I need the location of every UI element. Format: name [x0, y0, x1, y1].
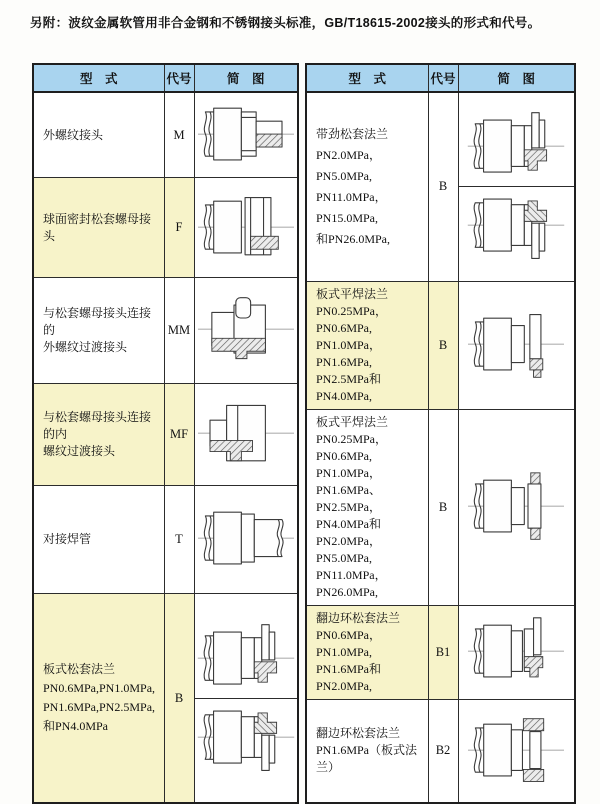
- plate-weld-flange-symmetric-diagram: [465, 471, 567, 543]
- table-row: [33, 594, 298, 803]
- fitting-diagram-cell: [194, 92, 298, 178]
- fitting-diagram-cell: [458, 281, 575, 409]
- lap-ring-loose-flange-plate-diagram: [465, 715, 567, 787]
- diagram-subcell: [459, 186, 575, 265]
- fitting-code-cell: MF: [164, 384, 194, 486]
- header-row: [306, 64, 575, 92]
- fitting-diagram-cell: [194, 485, 298, 594]
- fitting-code-cell: B1: [428, 605, 458, 699]
- fitting-diagram-cell: [458, 605, 575, 699]
- lap-ring-loose-flange-diagram: [465, 616, 567, 688]
- plate-loose-flange-up-diagram: [195, 620, 297, 698]
- butt-weld-pipe-diagram: [195, 503, 297, 575]
- column-header-type: 型 式: [306, 64, 428, 92]
- male-thread-fitting-diagram: [195, 99, 297, 171]
- fitting-diagram-cell: [458, 409, 575, 605]
- fitting-code-cell: M: [164, 92, 194, 178]
- column-header-type: 型 式: [33, 64, 164, 92]
- fitting-type-cell: 对接焊管: [33, 485, 164, 594]
- fitting-type-cell: 翻边环松套法兰 PN1.6MPa（板式法兰）: [306, 699, 428, 803]
- table-row: [306, 409, 575, 605]
- diagram-stack: [459, 108, 575, 265]
- fitting-code-cell: B2: [428, 699, 458, 803]
- fitting-diagram-cell: [194, 277, 298, 383]
- diagram-stack: [195, 620, 298, 777]
- fitting-tables-container: [32, 63, 576, 804]
- table-row: [33, 178, 298, 277]
- fitting-code-cell: F: [164, 178, 194, 277]
- table-row: [306, 92, 575, 281]
- column-header-diagram: 简 图: [458, 64, 575, 92]
- fitting-diagram-cell: [194, 384, 298, 486]
- fitting-diagram-cell: [458, 699, 575, 803]
- fitting-type-cell: 板式松套法兰 PN0.6MPa,PN1.0MPa, PN1.6MPa,PN2.5MPa, 和PN4.0MPa: [33, 594, 164, 803]
- plate-weld-flange-diagram: [465, 309, 567, 381]
- fitting-code-cell: B: [164, 594, 194, 803]
- fitting-diagram-cell: [194, 178, 298, 277]
- fitting-type-cell: 外螺纹接头: [33, 92, 164, 178]
- table-row: [33, 92, 298, 178]
- table-row: [306, 699, 575, 803]
- column-header-code: 代号: [428, 64, 458, 92]
- fitting-code-cell: B: [428, 409, 458, 605]
- fitting-code-cell: B: [428, 281, 458, 409]
- table-row: [33, 277, 298, 383]
- table-row: [33, 485, 298, 594]
- column-header-diagram: 简 图: [194, 64, 298, 92]
- header-row: [33, 64, 298, 92]
- diagram-subcell: [459, 108, 575, 186]
- plate-loose-flange-down-diagram: [195, 699, 297, 777]
- male-thread-adapter-fitting-diagram: [195, 294, 297, 366]
- table-row: [306, 281, 575, 409]
- neck-loose-flange-up-diagram: [465, 108, 567, 186]
- spherical-seal-loose-nut-fitting-diagram: [195, 192, 297, 264]
- fitting-code-cell: MM: [164, 277, 194, 383]
- table-row: [306, 605, 575, 699]
- fitting-type-cell: 板式平焊法兰 PN0.25MPa，PN0.6MPa, PN1.0MPa，PN1.6MPa、 PN2.5MPa，PN4.0MPa和 PN2.0MPa，PN5.0MPa, PN11.0MPa，PN26.0MPa,: [306, 409, 428, 605]
- fitting-type-cell: 与松套螺母接头连接的内 螺纹过渡接头: [33, 384, 164, 486]
- fitting-type-cell: 与松套螺母接头连接的 外螺纹过渡接头: [33, 277, 164, 383]
- fitting-diagram-cell: [458, 92, 575, 281]
- fitting-type-cell: 板式平焊法兰 PN0.25MPa，PN0.6MPa, PN1.0MPa，PN1.6MPa, PN2.5MPa和PN4.0MPa,: [306, 281, 428, 409]
- fitting-diagram-cell: [194, 594, 298, 803]
- fitting-type-cell: 带劲松套法兰 PN2.0MPa，PN5.0MPa, PN11.0MPa，PN15.0MPa, 和PN26.0MPa,: [306, 92, 428, 281]
- column-header-code: 代号: [164, 64, 194, 92]
- female-thread-adapter-fitting-diagram: [195, 398, 297, 470]
- fittings-table-right: [305, 63, 576, 804]
- fittings-table-left: [32, 63, 299, 804]
- fitting-code-cell: B: [428, 92, 458, 281]
- fitting-type-cell: 球面密封松套螺母接头: [33, 178, 164, 277]
- table-row: [33, 384, 298, 486]
- diagram-subcell: [195, 698, 298, 777]
- neck-loose-flange-down-diagram: [465, 187, 567, 265]
- diagram-subcell: [195, 620, 298, 698]
- fitting-code-cell: T: [164, 485, 194, 594]
- fitting-type-cell: 翻边环松套法兰 PN0.6MPa，PN1.0MPa, PN1.6MPa和PN2.0MPa,: [306, 605, 428, 699]
- page-title: 另附：波纹金属软管用非合金钢和不锈钢接头标准，GB/T18615-2002接头的形式和代号。: [30, 16, 541, 30]
